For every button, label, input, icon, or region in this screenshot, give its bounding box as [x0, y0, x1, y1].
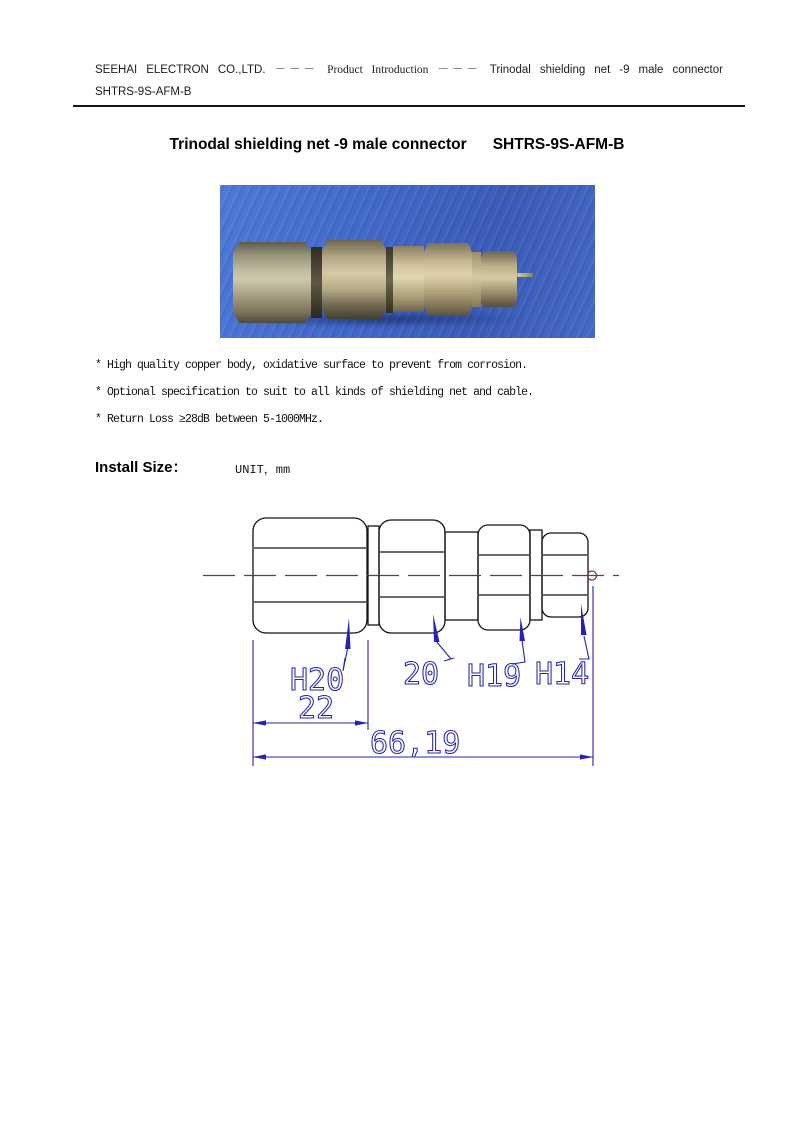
document-header: [95, 61, 723, 77]
connector-dark-ring-2: [386, 247, 393, 313]
dim-label-20: 20: [403, 657, 440, 692]
install-size-drawing: [195, 500, 625, 780]
connector-center-pin: [517, 273, 533, 277]
unit-label: UNIT，mm: [235, 463, 291, 477]
page-title: [0, 136, 794, 154]
header-separator: －－－: [274, 64, 319, 76]
arrow-20: [433, 614, 440, 642]
header-company: SEEHAI ELECTRON CO.,LTD.: [95, 64, 266, 76]
arrow-22-right: [355, 720, 368, 725]
feature-bullet: * Return Loss ≥28dB between 5-1000MHz.: [95, 413, 324, 426]
outline-hex-3: [478, 525, 530, 630]
dim-label-h19: H19: [467, 659, 522, 694]
feature-bullet: * High quality copper body, oxidative surface to prevent from corrosion.: [95, 359, 528, 372]
header-divider: [73, 105, 745, 107]
arrow-22-left: [253, 720, 266, 725]
connector-collar: [472, 252, 481, 307]
product-photo: [220, 185, 595, 338]
dimension-labels: [290, 657, 589, 761]
outline-hex-2: [379, 520, 445, 633]
dim-label-h14: H14: [535, 657, 590, 692]
header-doc-type: Product Introduction: [327, 64, 429, 76]
title-model-number: SHTRS-9S-AFM-B: [492, 136, 625, 153]
arrow-total-right: [580, 754, 593, 759]
title-product-name: Trinodal shielding net -9 male connector: [169, 136, 467, 153]
dim-label-22: 22: [298, 691, 335, 726]
connector-hex-nut-large: [233, 242, 312, 323]
dim-label-total: 66,19: [370, 726, 461, 761]
header-separator: －－－: [437, 64, 481, 76]
dim-label-h20: H20: [290, 663, 345, 698]
header-model-number: SHTRS-9S-AFM-B: [95, 86, 192, 98]
connector-hex-nut-small: [481, 251, 517, 307]
hex2-facet-lines: [380, 552, 444, 597]
connector-cylinder: [393, 246, 424, 312]
arrow-total-left: [253, 754, 266, 759]
leader-h14: [579, 636, 589, 659]
install-size-heading: Install Size：: [95, 459, 188, 476]
connector-hex-nut-2: [322, 240, 386, 319]
connector-hex-nut-3: [424, 243, 472, 315]
header-product-name: Trinodal shielding net -9 male connector: [489, 64, 723, 76]
feature-bullet: * Optional specification to suit to all kinds of shielding net and cable.: [95, 386, 534, 399]
connector-dark-ring: [311, 247, 322, 318]
arrow-h14: [581, 604, 587, 635]
